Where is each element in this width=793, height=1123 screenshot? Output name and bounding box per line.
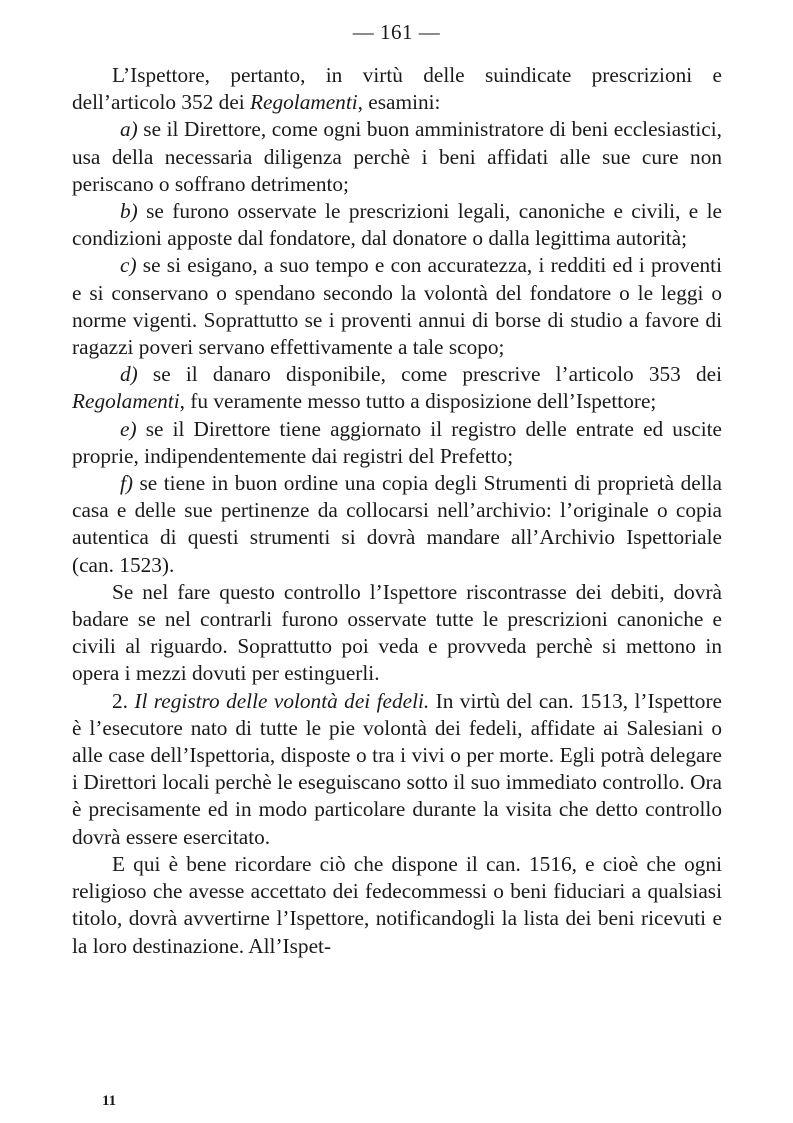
body-text (72, 62, 722, 960)
text-run: Se nel fare questo controllo l’Ispettore riscontrasse dei debiti, dovrà badare se nel contrarli furono osservate tutte le prescrizioni canoniche e civili al riguardo. Soprattutto poi veda e provveda perchè si mettono in opera i mezzi dovuti per estinguerli. (72, 579, 722, 686)
list-item-paragraph (72, 198, 722, 252)
paragraph (72, 62, 722, 116)
text-run: se il danaro disponibile, come prescrive l’articolo 353 dei (137, 362, 722, 387)
italic-text: Il registro delle volontà dei fedeli. (134, 688, 430, 713)
text-run: L’Ispettore, pertanto, in virtù delle suindicate prescrizioni e dell’articolo 352 dei (72, 63, 722, 115)
list-item-paragraph (72, 361, 722, 415)
italic-text: Regolamenti (72, 389, 180, 414)
item-label: e) (120, 416, 137, 441)
text-run: In virtù del can. 1513, l’Ispettore è l’esecutore nato di tutte le pie volontà dei fedeli, affidate ai Salesiani o alle case dell’Ispettoria, disposte o tra i vivi o per morte. Egli potrà delegare i Direttori locali perchè le eseguiscano sotto il suo immediato controllo. Ora è precisamente ed in modo particolare durante la visita che detto controllo dovrà essere esercitato. (72, 688, 722, 849)
item-label: c) (120, 253, 137, 278)
paragraph (72, 688, 722, 851)
text-run: , fu veramente messo tutto a disposizione dell’Ispettore; (179, 389, 657, 414)
italic-text: Regolamenti (250, 90, 358, 115)
item-label: a) (120, 117, 138, 142)
page-number: — 161 — (352, 20, 441, 44)
text-run: , esamini: (357, 90, 441, 115)
list-item-paragraph (72, 470, 722, 579)
text-run: E qui è bene ricordare ciò che dispone il can. 1516, e cioè che ogni religioso che avesse accettato dei fedecommessi o beni fiduciari a qualsiasi titolo, dovrà avvertirne l’Ispettore, notificandogli la lista dei beni ricevuti e la loro destinazione. All’Ispet- (72, 851, 722, 958)
paragraph (72, 851, 722, 960)
list-item-paragraph (72, 416, 722, 470)
item-label: b) (120, 199, 138, 224)
text-run: se il Direttore, come ogni buon amministratore di beni ecclesiastici, usa della necessaria diligenza perchè i beni affidati alle sue cure non periscano o soffrano detrimento; (72, 117, 722, 196)
item-label: f) (120, 471, 134, 496)
text-run: se il Direttore tiene aggiornato il registro delle entrate ed uscite proprie, indipendentemente dai registri del Prefetto; (72, 416, 722, 468)
item-label: d) (120, 362, 138, 387)
text-run: se tiene in buon ordine una copia degli Strumenti di proprietà della casa e delle sue pertinenze da collocarsi nell’archivio: l’originale o copia autentica di questi strumenti si dovrà mandare all’Archivio Ispettoriale (can. 1523). (72, 471, 722, 577)
list-item-paragraph (72, 252, 722, 361)
text-run: 2. (112, 688, 135, 713)
paragraph (72, 579, 722, 688)
text-run: se si esigano, a suo tempo e con accuratezza, i redditi ed i proventi e si conservano o spendano secondo la volontà del fondatore o le leggi o norme vigenti. Soprattutto se i proventi annui di borse di studio a favore di ragazzi poveri servano effettivamente a tale scopo; (72, 253, 722, 360)
text-run: se furono osservate le prescrizioni legali, canoniche e civili, e le condizioni apposte dal fondatore, dal donatore o dalla legittima autorità; (72, 199, 722, 251)
printer-signature-mark: 11 (102, 1093, 117, 1109)
list-item-paragraph (72, 116, 722, 198)
